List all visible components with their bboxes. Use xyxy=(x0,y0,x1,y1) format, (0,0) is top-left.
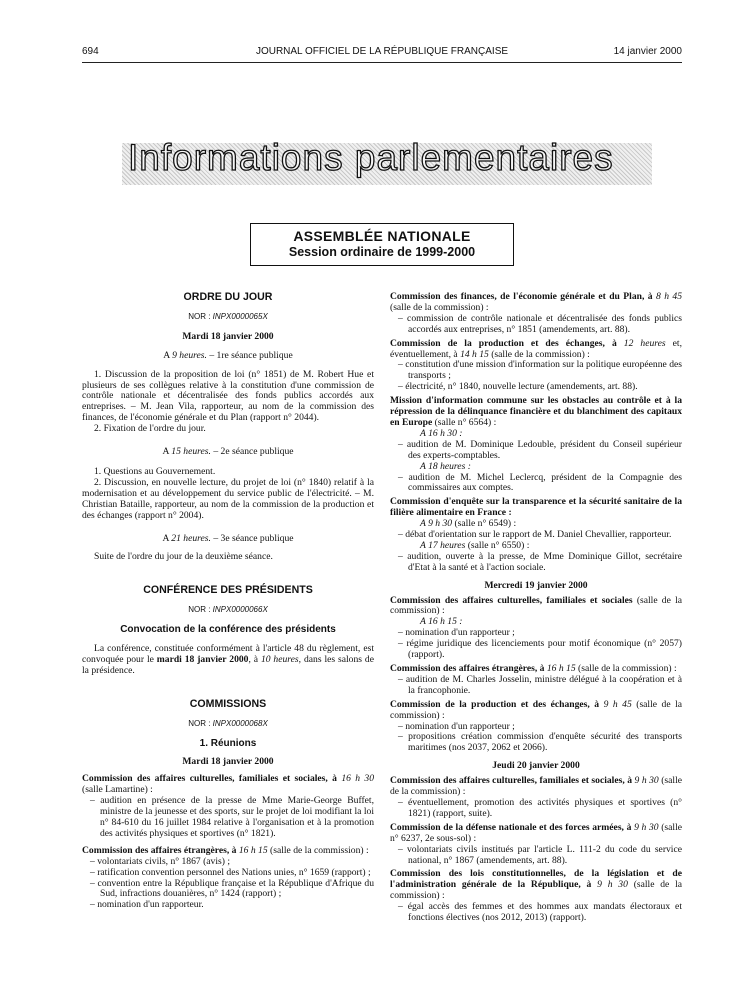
entry-production-2: Commission de la production et des échanges, à 9 h 45 (salle de la commission) : xyxy=(390,698,682,721)
comm-day: Mardi 18 janvier 2000 xyxy=(182,756,274,768)
comm-entry-2: Commission des affaires étrangères, à 16 h 15 (salle de la commission) : xyxy=(82,844,369,856)
seance-1-item-2: 2. Fixation de l'ordre du jour. xyxy=(94,423,206,435)
entry-time: A 18 heures : xyxy=(420,460,471,472)
ordre-title: ORDRE DU JOUR xyxy=(183,291,273,303)
entry-item: – nomination d'un rapporteur ; xyxy=(398,627,515,639)
entry-culturelles: Commission des affaires culturelles, familiales et sociales (salle de la commission) : xyxy=(390,594,682,617)
entry-enquete: Commission d'enquête sur la transparence et la sécurité sanitaire de la filière alimentaire en France : xyxy=(390,496,682,519)
journal-title: JOURNAL OFFICIEL DE LA RÉPUBLIQUE FRANÇAISE xyxy=(255,46,509,57)
assembly-box xyxy=(250,223,514,266)
issue-date: 14 janvier 2000 xyxy=(613,46,682,57)
entry-item: – électricité, n° 1840, nouvelle lecture (amendements, art. 88). xyxy=(398,381,638,393)
conf-text: La conférence, constituée conformément à l'article 48 du règlement, est convoquée pour le mardi 18 janvier 2000, à 10 heures, dans les salons de la présidence. xyxy=(82,643,374,676)
header-rule xyxy=(82,62,682,63)
entry-time: A 16 h 30 : xyxy=(420,427,463,439)
ordre-nor: NOR : INPX0000065X xyxy=(188,311,268,321)
seance-2: A 15 heures. – 2e séance publique xyxy=(162,446,294,458)
entry-lois: Commission des lois constitutionnelles, de la législation et de l'administration générale de la République, à 9 h 30 (salle de la commission) : xyxy=(390,868,683,902)
entry-production: Commission de la production et des échanges, à 12 heures et, éventuellement, à 14 h 15 (salle de la commission) : xyxy=(390,337,682,360)
section-banner xyxy=(122,137,652,185)
seance-3: A 21 heures. – 3e séance publique xyxy=(162,532,294,544)
entry-time: A 9 h 30 (salle n° 6549) : xyxy=(420,518,517,530)
day-jeudi: Jeudi 20 janvier 2000 xyxy=(492,760,580,772)
assembly-title: ASSEMBLÉE NATIONALE xyxy=(293,228,471,244)
entry-item: – nomination d'un rapporteur ; xyxy=(398,720,515,732)
conf-subtitle: Convocation de la conférence des présidents xyxy=(120,624,336,636)
entry-item: – volontariats civils institués par l'article L. 111-2 du code du service national, n° 1867 (amendements, art. 88). xyxy=(398,843,682,866)
entry-item: – audition de M. Charles Josselin, ministre délégué à la coopération et à la francophonie. xyxy=(398,673,682,696)
comm-entry-2-item: – nomination d'un rapporteur. xyxy=(90,899,204,911)
ordre-day: Mardi 18 janvier 2000 xyxy=(182,330,274,342)
entry-time: A 16 h 15 : xyxy=(420,616,463,628)
comm-entry-2-item: – convention entre la République française et la République d'Afrique du Sud, infractions douanières, n° 1424 (rapport) ; xyxy=(90,877,374,900)
seance-1-item-1: 1. Discussion de la proposition de loi (n° 1851) de M. Robert Hue et plusieurs de ses collègues relative à la constitution d'une commission de contrôle nationale et décentralisée des fonds publics accordés aux entreprises. – M. Jean Vila, rapporteur, au nom de la commission des finances, de l'économie générale et du Plan (rapport n° 2044). xyxy=(82,368,374,424)
entry-item: – éventuellement, promotion des activités physiques et sportives (n° 1821) (rapport, suite). xyxy=(398,796,682,819)
entry-item: – audition de M. Dominique Ledouble, président du Conseil supérieur des experts-comptables. xyxy=(398,438,682,461)
entry-defense: Commission de la défense nationale et des forces armées, à 9 h 30 (salle n° 6237, 2e sous-sol) : xyxy=(390,821,682,844)
comm-entry-2-item: – ratification convention personnel des Nations unies, n° 1659 (rapport) ; xyxy=(90,866,371,878)
entry-mission: Mission d'information commune sur les obstacles au contrôle et à la répression de la délinquance financière et du blanchiment des capitaux en Europe (salle n° 6564) : xyxy=(390,395,682,428)
banner-title: Informations parlementaires xyxy=(128,137,614,178)
entry-item: – audition de M. Michel Leclercq, président de la Compagnie des commissaires aux comptes. xyxy=(398,471,682,494)
entry-item: – audition, ouverte à la presse, de Mme Dominique Gillot, secrétaire d'Etat à la santé et à l'action sociale. xyxy=(398,550,682,573)
entry-item: – régime juridique des licenciements pour motif économique (n° 2057) (rapport). xyxy=(398,638,682,661)
seance-3-item-1: Suite de l'ordre du jour de la deuxième séance. xyxy=(94,551,273,563)
right-column xyxy=(390,292,682,924)
conf-title: CONFÉRENCE DES PRÉSIDENTS xyxy=(143,584,313,597)
entry-item: – commission de contrôle nationale et décentralisée des fonds publics accordés aux entreprises, n° 1851 (amendements, art. 88). xyxy=(398,312,682,335)
assembly-session: Session ordinaire de 1999-2000 xyxy=(288,245,476,259)
conf-nor: NOR : INPX0000066X xyxy=(188,605,268,615)
seance-2-item-1: 1. Questions au Gouvernement. xyxy=(94,465,216,477)
entry-item: – constitution d'une mission d'information sur la politique européenne des transports ; xyxy=(398,359,682,382)
seance-1: A 9 heures. – 1re séance publique xyxy=(163,349,293,361)
comm-nor: NOR : INPX0000068X xyxy=(188,718,268,728)
comm-entry-2-item: – volontariats civils, n° 1867 (avis) ; xyxy=(90,855,230,867)
entry-item: – propositions création commission d'enquête sécurité des transports maritimes (nos 2037, 2062 et 2066). xyxy=(398,731,682,754)
entry-item: – débat d'orientation sur le rapport de M. Daniel Chevallier, rapporteur. xyxy=(398,529,672,541)
entry-culturelles-2: Commission des affaires culturelles, familiales et sociales, à 9 h 30 (salle de la commission) : xyxy=(390,775,682,798)
left-column xyxy=(82,292,374,911)
comm-entry-1: Commission des affaires culturelles, familiales et sociales, à 16 h 30 (salle Lamartine) : xyxy=(82,773,374,796)
reunions-subtitle: 1. Réunions xyxy=(199,737,257,749)
seance-2-item-2: 2. Discussion, en nouvelle lecture, du projet de loi (n° 1840) relatif à la modernisation et au développement du service public de l'électricité. – M. Christian Bataille, rapporteur, au nom de la commission de la production et des échanges (rapport n° 2004). xyxy=(82,476,374,521)
entry-time: A 17 heures (salle n° 6550) : xyxy=(420,539,530,551)
comm-entry-1-item: – audition en présence de la presse de Mme Marie-George Buffet, ministre de la jeunesse et des sports, sur le projet de loi modifiant la loi n° 84-610 du 16 juillet 1984 relative à l'organisation et à la promotion des activités physiques et sportives (n° 1821). xyxy=(90,795,374,839)
entry-etrangeres: Commission des affaires étrangères, à 16 h 15 (salle de la commission) : xyxy=(390,663,677,674)
comm-title: COMMISSIONS xyxy=(189,697,267,710)
page-number: 694 xyxy=(82,46,99,57)
entry-item: – égal accès des femmes et des hommes aux mandats électoraux et fonctions électives (nos 2012, 2013) (rapport). xyxy=(398,901,682,924)
entry-finances: Commission des finances, de l'économie générale et du Plan, à 8 h 45 (salle de la commission) : xyxy=(390,291,682,313)
day-mercredi: Mercredi 19 janvier 2000 xyxy=(484,579,588,591)
